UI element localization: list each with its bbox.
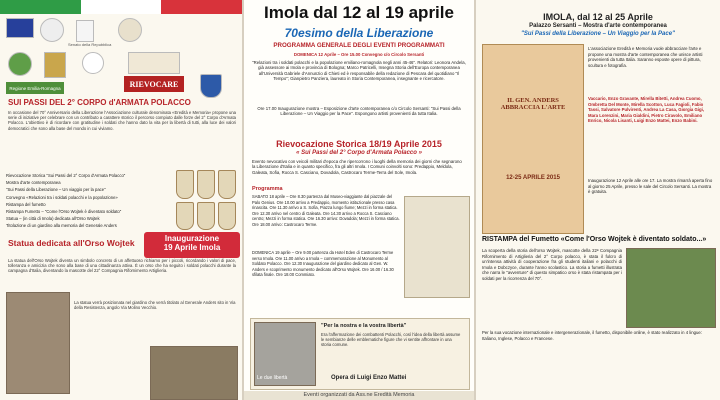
schedule-sunday: DOMENICA 19 aprile – Ore 9.00 partenza da Hotel Eden di Castrocaro Terme verso Imola. Ore 11.00 arrivo a Imola – commemorazione al Monumento al Soldato Polacco. Ore 12.30 Inaugurazione del giardino dedicato al Gen. W. Anders e scoprimento monumento dedicato all'Orso Wojtek. Ore 16.00 / 16.30 sfilata finale. Ore 18.00 Commiato.: [252, 250, 394, 278]
italian-flag-bar: [0, 0, 242, 14]
convegno-text: "Relazioni tra i soldati polacchi e la popolazione emiliano-romagnola negli anni 45-46". Relatori: Leonora Andela, già assessore ai Imola e provincia di Bologna; Marco Patricelli, Insegna Storia dell'Europa contemporanea all'Università Gabriele d'Annunzio di Chieti ed è responsabile della redazione di Pescara del quotidiano "Il Tempo"; Gianpietro Panziera, laureato in Storia Contemporanea, insegnante e ricercatore.: [252, 60, 466, 82]
mostra-text: Ore 17.00 Inaugurazione mostra – Esposizione d'arte contemporanea c/o Circolo Sersanti: "Sui Passi della Liberazione – Un Viaggio per la Pace". Espongono artisti provenienti da tutta Italia.: [257, 106, 461, 117]
crest-icon: [218, 202, 236, 231]
statua-title: Statua dedicata all'Orso Wojtek: [8, 238, 135, 248]
inauguration-badge: [144, 232, 240, 258]
list-item: Rievocazione Storica "Sui Passi del 2° Corpo d'Armata Polacco": [6, 173, 126, 178]
list-item: Ristampa del fumetto: [6, 201, 46, 207]
footer: Eventi organizzati da Ass.ne Eredità Memoria: [244, 391, 474, 400]
statua-text: La statua dell'Orso Wojtek diventa un simbolo concreto di un affettuoso richiamo per i piccoli, ricordando i valori di pace, tolleranza e amicizia che sono alla base di una cittadinanza attiva. È un orso che ha seguito i soldati polacchi durante la campagna d'Italia, diventando la mascotte del 22° Compagnia Rifornimento Artiglieria.: [8, 258, 236, 274]
bear-statue-photo: [6, 292, 70, 394]
ristampa-text: La scoperta della storia dell'orso Wojtek, mascotte della 22ª Compagnia Rifornimento di Artiglieria del 2° Corpo polacco, è stata il fulcro di un'intensa attività di cooperazione fra gli studenti italiani e polacchi di Imola e Dobczyce, durante l'anno scolastico. La storia a fumetti illustrata che narra le "avventure" di questo simpatico orso è stata ristampata per i soldati per la ricorrenza del 70°.: [482, 248, 622, 281]
center-column: [244, 0, 474, 400]
right-column: [476, 0, 720, 400]
assoc-logo: [128, 52, 180, 74]
ristampa-text-2: Per la sua vocazione internazionale e intergenerazionale, il fumetto, disponibile online, è stato realizzato in 4 lingue: Italiano, Inglese, Polacco e Francese.: [482, 330, 702, 341]
mostra-title: IMOLA, dal 12 al 25 Aprile: [543, 12, 653, 22]
convegno-heading: DOMENICA 12 Aprile – Ore 15.00 Convegno c/o Circolo Sersanti: [293, 52, 425, 57]
programma-heading: Programma: [252, 186, 283, 192]
opera-credit: Opera di Luigi Enzo Mattei: [331, 375, 407, 381]
rievocazione-text: Evento nevocativo con veicoli militari d'epoca che ripercorrono i luoghi della memoria dei giorni che segnarono la Liberazione d'Italia e in quanto specifico, fra gli altri Imola. I Comuni coinvolti sono: Predappio, Meldola, Galeata, Sofia, Rocca S. Casciano, Dovadola, Castrocaro Terme-Terra del Sole, Imola.: [252, 159, 462, 175]
municipal-crests: [176, 170, 236, 230]
eu-logo: [6, 18, 34, 38]
crest-icon: [218, 170, 236, 199]
list-item: Mostra d'arte contemporanea: [6, 180, 61, 186]
mostra-venue: Palazzo Sersanti – Mostra d'arte contemporanea: [529, 23, 667, 29]
rievocare-logo: RIEVOCARE: [124, 76, 184, 92]
poland-emblem-logo: [40, 18, 64, 42]
route-map-poster: [404, 196, 470, 298]
exhibition-poster: [482, 44, 584, 234]
senato-logo: [76, 20, 94, 42]
bear-photo: [150, 346, 238, 400]
sculpture-box: [250, 318, 470, 390]
quote: "Per la nostra e la vostra libertà": [321, 323, 407, 329]
statua-text-2: La statua verrà posizionata nel giardino che verrà titolato al Generale Anders sito in Via della Resistenza, angolo Via Molino Vecchio.: [74, 300, 236, 311]
mostra-subtitle: "Sui Passi della Liberazione – Un Viaggio per la Pace": [521, 31, 675, 37]
regione-logo: [8, 52, 32, 76]
inauguration-line: Inaugurazione: [164, 234, 220, 243]
sponsor-logos: [0, 14, 242, 94]
artists-list: Vaccario, Enzo Gravante, Mirella Bitetti, Andrea Cuomo, Ombretta Del Monte, Mirella Scotton, Luca Fagioli, Fabio Tassi, Salvatore Pulvirenti, Andrea La Casa, Giorgia Gigi, Mara Lorenzini, Maria Gialdini, Pietro Ciravolo, Emiliano Enrico, Nicola Lisanti, Luigi Enzo Mattei, Enzo Babini.: [588, 96, 705, 123]
list-item: Convegno «Relazioni tra i soldati polacchi e la popolazione»: [6, 194, 118, 200]
ristampa-title: RISTAMPA del Fumetto «Come l'Orso Wojtek è diventato soldato...»: [482, 236, 707, 243]
crest-icon: [176, 170, 194, 199]
crest-icon: [197, 170, 215, 199]
page-title: Imola dal 12 al 19 aprile: [264, 3, 454, 22]
mostra-description: L'associazione Eredità e Memoria vuole abbracciare l'arte e propone una mostra d'arte contemporanea che unisce artisti provenienti da tutta Italia. Saranno esposte opere di pittura, scultura e fotografia.: [588, 46, 703, 68]
regione-label: Regione Emilia-Romagna: [6, 82, 64, 94]
polish-cross-logo: [82, 52, 104, 74]
city-crest-logo: [44, 52, 66, 78]
inauguration-note: Inaugurazione 12 Aprile alle ore 17. La mostra rimarrà aperta fino al giorno 25 Aprile, presso le sale del Circolo Sersanti. La mostra è gratuita.: [588, 178, 713, 194]
list-item: Ristampa Fumetto – "Come l'Orso Wojtek è diventato soldato": [6, 209, 122, 215]
section-title: SUI PASSI DEL 2° CORPO d'ARMATA POLACCO: [8, 98, 191, 107]
poster-dates: 12-25 APRILE 2015: [506, 175, 560, 181]
program-list: [6, 172, 156, 230]
republic-emblem-logo: [118, 18, 142, 42]
poster-title: IL GEN. ANDERS ABBRACCIA L'ARTE: [500, 97, 566, 111]
crest-icon: [176, 202, 194, 231]
intro-text: In occasione del 70° Anniversario della Liberazione l'Associazione culturale denominata «Eredità e Memoria» propone una serie di iniziative per celebrare con un contributo a carattere storico il percorso compiuto dalle forze del 2° Corpo d'Armata Polacco. L'obiettivo è di ricordare con gratitudine i soldati che hanno dato la vita per la libertà di tutti, alla luce dei valori democratici che sono alla base del mondo in cui viviamo.: [8, 110, 236, 131]
quote-text: Era l'affermazione dei combattenti Polacchi, così l'idea della libertà assume le sembianze delle emblematiche figure che vi sentite affrontare in una storia comune.: [321, 332, 461, 348]
senato-caption: Senato della Repubblica: [68, 42, 112, 47]
program-title: PROGRAMMA GENERALE DEGLI EVENTI PROGRAMMATI: [273, 42, 445, 49]
schedule-saturday: SABATO 18 aprile – Ore 8.30 partenza dal Museo-viaggiante dal piazzale del Palo Genius. Ore 10.00 arrivo a Predappio, momento istituzionale presso casa rinascita. Ore 11.30 arrivo a S. Sofia, Piazza lungo fiume; Mezzi in forma statica. Ore 12.30 arrivo nel centro di Galeata. Ore 14.30 arrivo a Rocca S. Casciano centro; Mezzi in forma statica. Ore 16.30 arrivo: Dovadola; Mezzi in forma statica. Ore 18.00 arrivo: Castrocaro Terme.: [252, 194, 400, 227]
page-subtitle: 70esimo della Liberazione: [284, 26, 434, 40]
inauguration-date: 19 Aprile Imola: [163, 243, 221, 252]
list-item: "Sui Passi della Liberazione – Un viaggio per la pace": [6, 187, 106, 193]
rievocazione-subtitle: « Sui Passi del 2° Corpo d'Armata Polacco »: [296, 150, 422, 156]
comic-cover-image: [626, 248, 716, 328]
list-item: Statua – (in città di Imola) dedicata all'Orso Wojtek: [6, 216, 100, 222]
sculpture-caption: Le due libertà: [257, 375, 288, 381]
rievocazione-title: Rievocazione Storica 18/19 Aprile 2015: [276, 139, 442, 149]
left-column: [0, 0, 242, 400]
list-item: Titolazione di un giardino alla memoria del Generale Anders: [6, 223, 117, 229]
crest-icon: [197, 202, 215, 231]
shield-logo: [200, 74, 222, 98]
